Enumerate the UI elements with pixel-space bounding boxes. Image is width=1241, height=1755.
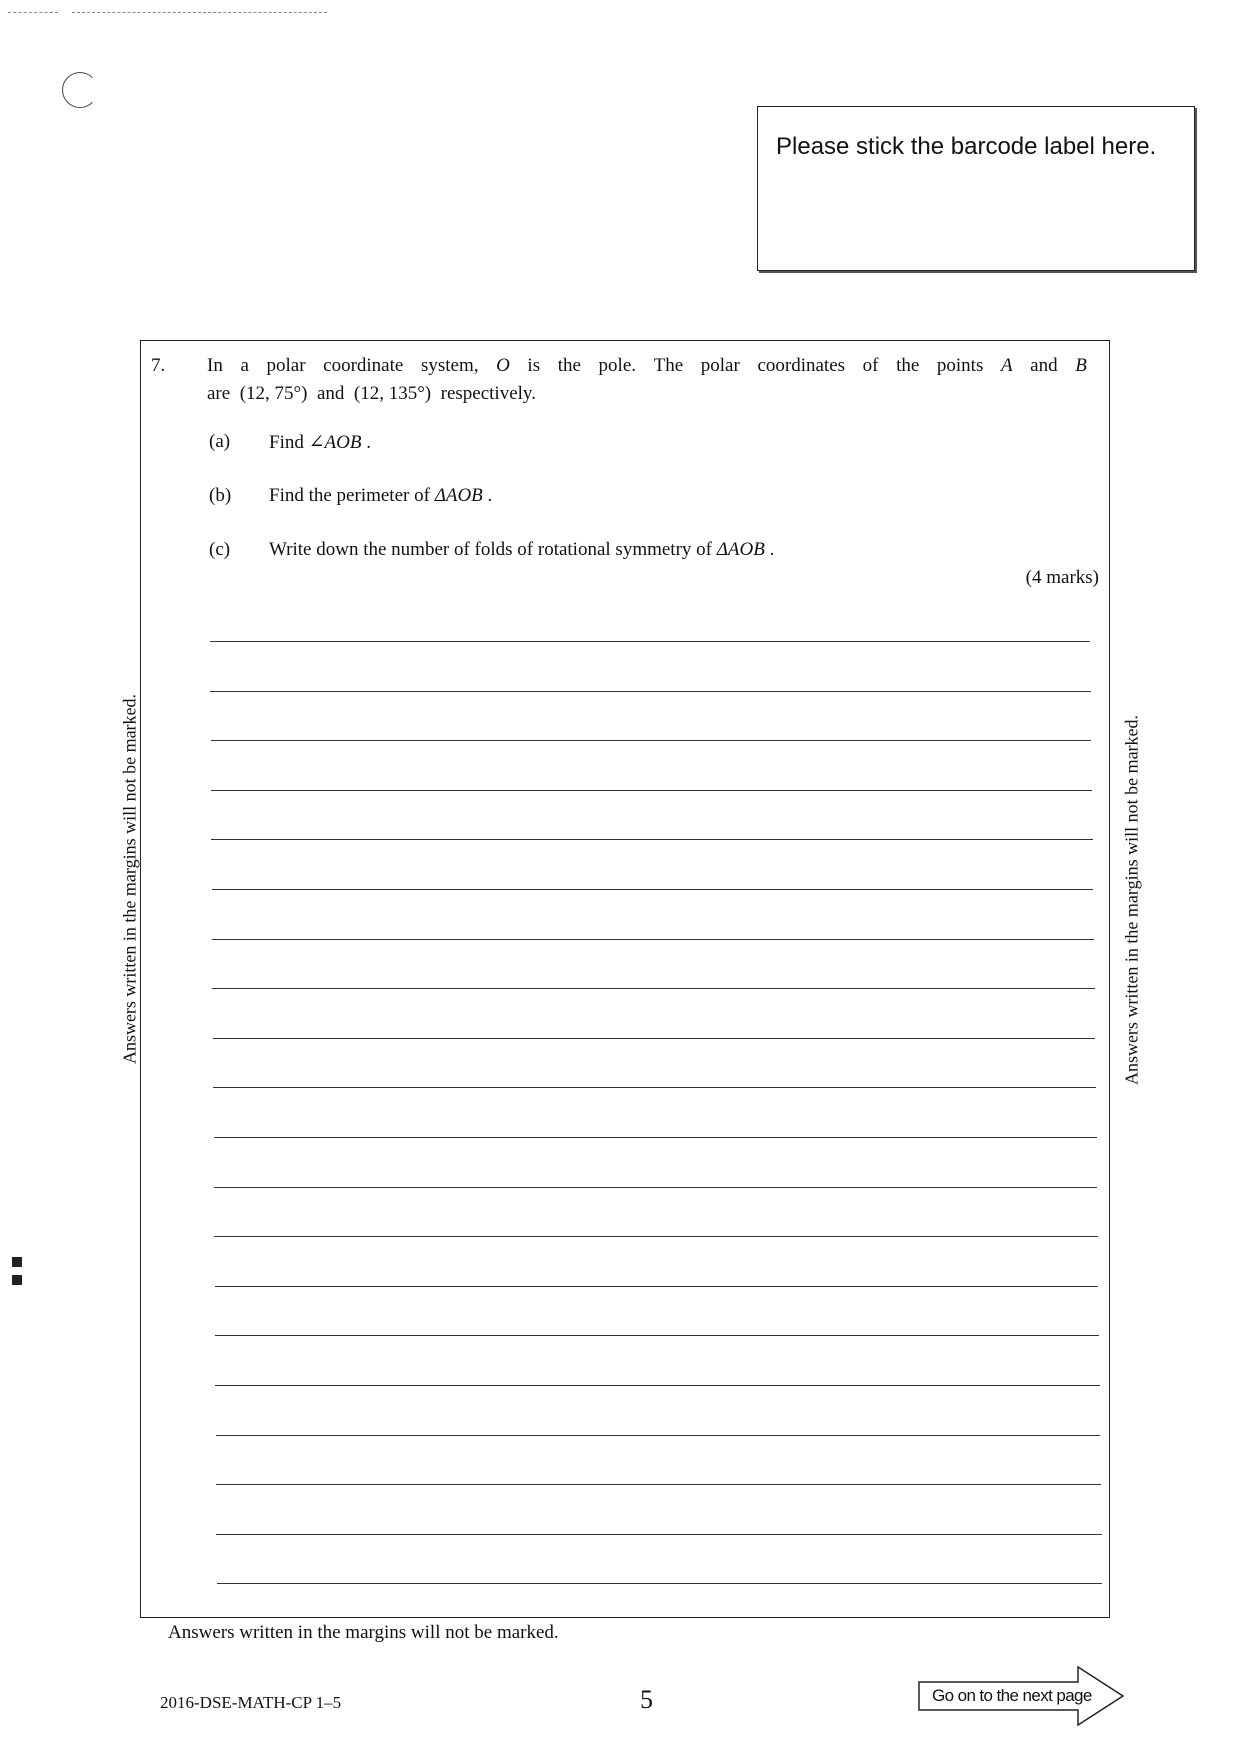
answer-line bbox=[210, 641, 1090, 642]
answer-line bbox=[210, 691, 1090, 692]
stem-word: B bbox=[1075, 355, 1087, 376]
answer-line bbox=[215, 1385, 1100, 1386]
bottom-margin-notice: Answers written in the margins will not be marked. bbox=[168, 1622, 559, 1643]
part-text-suffix: . bbox=[482, 485, 493, 506]
part-b-label: (b) bbox=[209, 485, 232, 506]
answer-line bbox=[217, 1583, 1103, 1584]
part-b-text bbox=[269, 485, 492, 507]
answer-line bbox=[214, 1187, 1097, 1188]
stem-word: In bbox=[207, 355, 223, 376]
margin-notice-right: Answers written in the margins will not be marked. bbox=[1121, 714, 1142, 1086]
answer-line bbox=[216, 1534, 1101, 1535]
answer-line bbox=[213, 1038, 1095, 1039]
question-stem-line2: are (12, 75°) and (12, 135°) respectively. bbox=[207, 383, 536, 404]
question-number: 7. bbox=[151, 355, 166, 376]
math-expression: ∠AOB bbox=[308, 432, 362, 453]
question-box bbox=[140, 340, 1110, 1618]
part-a-text bbox=[269, 431, 371, 454]
answer-line bbox=[215, 1286, 1099, 1287]
part-a-label: (a) bbox=[209, 431, 231, 452]
stem-word: the bbox=[557, 355, 581, 376]
answer-line bbox=[213, 1087, 1096, 1088]
answer-line bbox=[212, 988, 1094, 989]
math-expression: ΔAOB bbox=[716, 539, 765, 560]
answer-line bbox=[211, 740, 1092, 741]
answer-line bbox=[214, 1137, 1097, 1138]
marks-allocation: (4 marks) bbox=[1025, 567, 1099, 588]
registration-circle bbox=[62, 72, 98, 108]
paper-code: 2016-DSE-MATH-CP 1–5 bbox=[160, 1693, 342, 1712]
stem-word: the bbox=[896, 355, 920, 376]
page-number: 5 bbox=[640, 1685, 653, 1714]
answer-line bbox=[216, 1484, 1101, 1485]
stem-word: pole. bbox=[598, 355, 637, 376]
part-text-suffix: . bbox=[361, 432, 371, 453]
barcode-instruction: Please stick the barcode label here. bbox=[776, 133, 1157, 160]
answer-line bbox=[212, 889, 1094, 890]
next-page-arrow bbox=[918, 1666, 1128, 1726]
stem-word: and bbox=[1030, 355, 1058, 376]
registration-mark bbox=[12, 1275, 22, 1285]
scan-mark bbox=[72, 12, 327, 13]
next-page-label: Go on to the next page bbox=[932, 1686, 1092, 1705]
registration-mark bbox=[12, 1257, 22, 1267]
answer-line bbox=[214, 1236, 1098, 1237]
scan-mark bbox=[8, 12, 58, 13]
answer-line bbox=[212, 939, 1094, 940]
part-text-suffix: . bbox=[764, 539, 775, 560]
stem-word: coordinates bbox=[757, 355, 846, 376]
stem-word: system, bbox=[420, 355, 479, 376]
stem-word: is bbox=[527, 355, 541, 376]
part-c-label: (c) bbox=[209, 539, 231, 560]
stem-word: The bbox=[653, 355, 684, 376]
stem-word: coordinate bbox=[323, 355, 404, 376]
stem-word: A bbox=[1000, 355, 1013, 376]
question-stem-line1 bbox=[207, 355, 1087, 377]
part-text-prefix: Find the perimeter of bbox=[269, 485, 435, 506]
stem-word: polar bbox=[700, 355, 740, 376]
answer-line bbox=[211, 839, 1092, 840]
answer-line bbox=[211, 790, 1092, 791]
part-text-prefix: Find bbox=[269, 432, 309, 453]
barcode-label-box bbox=[757, 106, 1195, 271]
answer-line bbox=[216, 1435, 1101, 1436]
answer-line bbox=[215, 1335, 1099, 1336]
stem-word: points bbox=[936, 355, 984, 376]
margin-notice-left: Answers written in the margins will not be marked. bbox=[119, 693, 140, 1065]
part-c-text bbox=[269, 539, 774, 561]
stem-word: a bbox=[240, 355, 249, 376]
stem-word: polar bbox=[266, 355, 306, 376]
math-expression: ΔAOB bbox=[434, 485, 483, 506]
part-text-prefix: Write down the number of folds of rotational symmetry of bbox=[269, 539, 717, 560]
stem-word: of bbox=[862, 355, 879, 376]
stem-word: O bbox=[496, 355, 510, 376]
